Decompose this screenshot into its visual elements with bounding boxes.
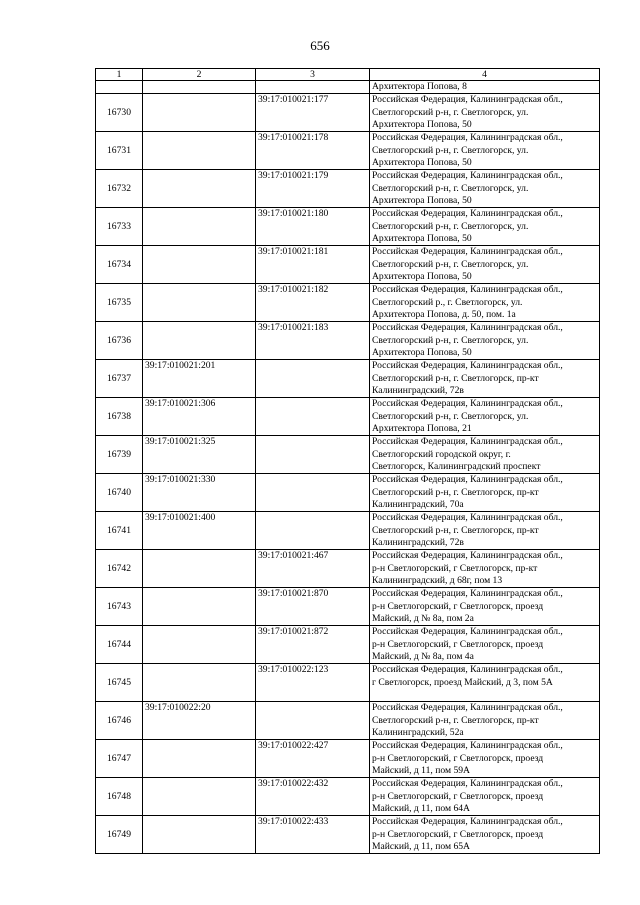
cadastral-number-cell: [143, 550, 256, 588]
address-cell: Российская Федерация, Калининградская обл., Светлогорский городской округ, г. Светлогорск, Калининградский проспект: [370, 436, 600, 474]
table-row: [96, 94, 600, 132]
row-number-cell: 16736: [96, 322, 143, 360]
table-row: [96, 322, 600, 360]
address-cell: Российская Федерация, Калининградская обл., р-н Светлогорский, г Светлогорск, проезд Майский, д № 8а, пом 2а: [370, 588, 600, 626]
column-header: 4: [370, 69, 600, 81]
address-cell: Архитектора Попова, 8: [370, 81, 600, 94]
row-number-cell: 16747: [96, 740, 143, 778]
address-cell: Российская Федерация, Калининградская обл., р-н Светлогорский, г Светлогорск, проезд Майский, д 11, пом 65А: [370, 816, 600, 854]
cadastral-number-cell: [256, 436, 370, 474]
cadastral-number-cell: 39:17:010021:180: [256, 208, 370, 246]
table-row: [96, 132, 600, 170]
table-row: [96, 512, 600, 550]
table-row: [96, 170, 600, 208]
row-number-cell: 16743: [96, 588, 143, 626]
cadastral-number-cell: 39:17:010021:870: [256, 588, 370, 626]
address-cell: Российская Федерация, Калининградская обл., р-н Светлогорский, г Светлогорск, проезд Майский, д 11, пом 64А: [370, 778, 600, 816]
cadastral-number-cell: [143, 170, 256, 208]
cadastral-number-cell: 39:17:010021:179: [256, 170, 370, 208]
cadastral-number-cell: [143, 284, 256, 322]
table-row: [96, 208, 600, 246]
cadastral-number-cell: [256, 702, 370, 740]
cadastral-number-cell: 39:17:010021:177: [256, 94, 370, 132]
cadastral-number-cell: 39:17:010021:182: [256, 284, 370, 322]
cadastral-number-cell: 39:17:010021:306: [143, 398, 256, 436]
column-header: 3: [256, 69, 370, 81]
address-cell: Российская Федерация, Калининградская обл., Светлогорский р-н, г. Светлогорск, ул. Архитектора Попова, 50: [370, 132, 600, 170]
continuation-row: [96, 81, 600, 94]
table-row: [96, 398, 600, 436]
row-number-cell: 16735: [96, 284, 143, 322]
cadastral-number-cell: 39:17:010022:432: [256, 778, 370, 816]
address-cell: Российская Федерация, Калининградская обл., г Светлогорск, проезд Майский, д 3, пом 5А: [370, 664, 600, 702]
row-number-cell: 16740: [96, 474, 143, 512]
cadastral-number-cell: 39:17:010021:201: [143, 360, 256, 398]
address-cell: Российская Федерация, Калининградская обл., Светлогорский р-н, г. Светлогорск, ул. Архитектора Попова, 50: [370, 208, 600, 246]
cadastral-number-cell: 39:17:010021:467: [256, 550, 370, 588]
address-cell: Российская Федерация, Калининградская обл., Светлогорский р-н, г. Светлогорск, ул. Архитектора Попова, 50: [370, 322, 600, 360]
cadastral-number-cell: 39:17:010022:20: [143, 702, 256, 740]
cadastral-number-cell: 39:17:010021:400: [143, 512, 256, 550]
cadastral-number-cell: [256, 474, 370, 512]
column-header: 1: [96, 69, 143, 81]
address-cell: Российская Федерация, Калининградская обл., Светлогорский р-н, г. Светлогорск, ул. Архитектора Попова, 50: [370, 170, 600, 208]
cadastral-number-cell: 39:17:010021:325: [143, 436, 256, 474]
row-number-cell: 16746: [96, 702, 143, 740]
cadastral-number-cell: 39:17:010022:433: [256, 816, 370, 854]
table-row: [96, 778, 600, 816]
address-cell: Российская Федерация, Калининградская обл., Светлогорский р-н, г. Светлогорск, пр-кт Калининградский, 52а: [370, 702, 600, 740]
table-row: [96, 626, 600, 664]
table-row: [96, 702, 600, 740]
cadastral-number-cell: 39:17:010022:427: [256, 740, 370, 778]
cadastral-number-cell: 39:17:010021:183: [256, 322, 370, 360]
address-cell: Российская Федерация, Калининградская обл., Светлогорский р-н, г. Светлогорск, ул. Архитектора Попова, 21: [370, 398, 600, 436]
column-header: 2: [143, 69, 256, 81]
table-row: [96, 816, 600, 854]
address-cell: Российская Федерация, Калининградская обл., Светлогорский р-н, г. Светлогорск, пр-кт Калининградский, 72в: [370, 512, 600, 550]
row-number-cell: 16737: [96, 360, 143, 398]
row-number-cell: 16733: [96, 208, 143, 246]
cadastral-number-cell: 39:17:010021:330: [143, 474, 256, 512]
row-number-cell: 16742: [96, 550, 143, 588]
cadastral-number-cell: [143, 588, 256, 626]
cadastral-number-cell: [143, 208, 256, 246]
row-number-cell: 16730: [96, 94, 143, 132]
cadastral-number-cell: [143, 322, 256, 360]
cadastral-number-cell: [256, 398, 370, 436]
cadastral-number-cell: 39:17:010021:181: [256, 246, 370, 284]
address-cell: Российская Федерация, Калининградская обл., р-н Светлогорский, г Светлогорск, проезд Майский, д 11, пом 59А: [370, 740, 600, 778]
row-number-cell: 16734: [96, 246, 143, 284]
cadastral-number-cell: [143, 664, 256, 702]
cadastral-number-cell: [143, 740, 256, 778]
row-number-cell: 16731: [96, 132, 143, 170]
address-cell: Российская Федерация, Калининградская обл., Светлогорский р-н, г. Светлогорск, пр-кт Калининградский, 70а: [370, 474, 600, 512]
table-row: [96, 284, 600, 322]
row-number-cell: 16749: [96, 816, 143, 854]
row-number-cell: 16738: [96, 398, 143, 436]
table-row: [96, 740, 600, 778]
address-cell: Российская Федерация, Калининградская обл., Светлогорский р-н, г. Светлогорск, ул. Архитектора Попова, 50: [370, 246, 600, 284]
row-number-cell: 16739: [96, 436, 143, 474]
page-number: 656: [310, 38, 330, 53]
address-cell: Российская Федерация, Калининградская обл., р-н Светлогорский, г Светлогорск, проезд Майский, д № 8а, пом 4а: [370, 626, 600, 664]
address-cell: Российская Федерация, Калининградская обл., р-н Светлогорский, г Светлогорск, пр-кт Калининградский, д 68г, пом 13: [370, 550, 600, 588]
cadastral-number-cell: [143, 778, 256, 816]
table-cell: [256, 81, 370, 94]
row-number-cell: 16745: [96, 664, 143, 702]
column-header-row: [96, 69, 600, 81]
cadastral-number-cell: 39:17:010021:872: [256, 626, 370, 664]
table-cell: [96, 81, 143, 94]
address-cell: Российская Федерация, Калининградская обл., Светлогорский р., г. Светлогорск, ул. Архитектора Попова, д. 50, пом. 1а: [370, 284, 600, 322]
row-number-cell: 16732: [96, 170, 143, 208]
row-number-cell: 16741: [96, 512, 143, 550]
cadastral-number-cell: [143, 246, 256, 284]
table-cell: [143, 81, 256, 94]
cadastral-number-cell: [143, 626, 256, 664]
cadastral-number-cell: 39:17:010022:123: [256, 664, 370, 702]
row-number-cell: 16748: [96, 778, 143, 816]
registry-table: [95, 68, 600, 854]
table-row: [96, 550, 600, 588]
table-row: [96, 588, 600, 626]
address-cell: Российская Федерация, Калининградская обл., Светлогорский р-н, г. Светлогорск, ул. Архитектора Попова, 50: [370, 94, 600, 132]
cadastral-number-cell: [256, 512, 370, 550]
table-row: [96, 664, 600, 702]
table-row: [96, 436, 600, 474]
cadastral-number-cell: [143, 816, 256, 854]
table-row: [96, 474, 600, 512]
cadastral-number-cell: [256, 360, 370, 398]
cadastral-number-cell: [143, 132, 256, 170]
address-cell: Российская Федерация, Калининградская обл., Светлогорский р-н, г. Светлогорск, пр-кт Калининградский, 72в: [370, 360, 600, 398]
table-row: [96, 246, 600, 284]
row-number-cell: 16744: [96, 626, 143, 664]
cadastral-number-cell: [143, 94, 256, 132]
cadastral-number-cell: 39:17:010021:178: [256, 132, 370, 170]
table-row: [96, 360, 600, 398]
